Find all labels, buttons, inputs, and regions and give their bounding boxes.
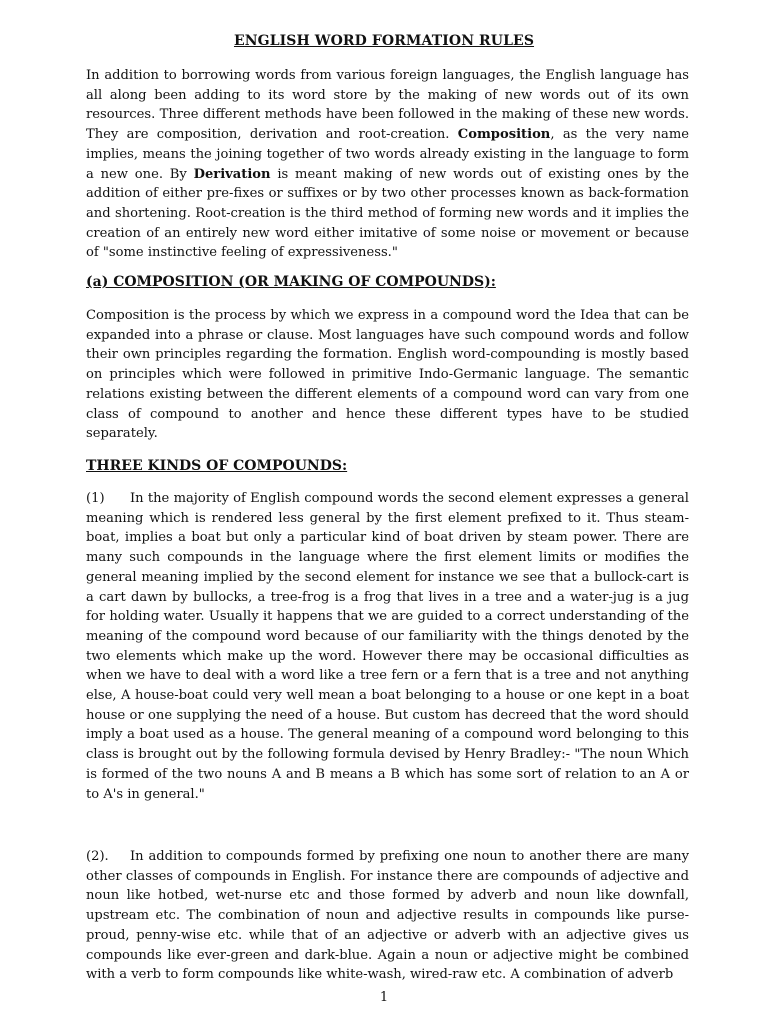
list-item-2 [86, 847, 689, 985]
list-item-1-text: In the majority of English compound words the second element expresses a general meaning which is rendered less general by the first element prefixed to it. Thus steam-boat, implies a boat but only a particular kind of boat driven by steam power. There are many such compounds in the language where the first element limits or modifies the general meaning implied by the second element for instance we see that a bullock-cart is a cart dawn by bullocks, a tree-frog is a frog that lives in a tree and a water-jug is a jug for holding water. Usually it happens that we are guided to a correct understanding of the meaning of the compound word because of our familiarity with the things denoted by the two elements which make up the word. However there may be occasional difficulties as when we have to deal with a word like a tree fern or a fern that is a tree and not anything else, A house-boat could very well mean a boat belonging to a house or one kept in a boat house or one supplying the need of a house. But custom has decreed that the word should imply a boat used as a house. The general meaning of a compound word belonging to this class is brought out by the following formula devised by Henry Bradley:- "The noun Which is formed of the two nouns A and B means a B which has some sort of relation to an A or to A's in general." [86, 491, 689, 802]
intro-text-2: , as the very name implies, means the joining together of two words already existing in the language to form a new one. By [86, 127, 689, 182]
intro-text-1: In addition to borrowing words from various foreign languages, the English language has all along been adding to its word store by the making of new words out of its own resources. Three different methods have been followed in the making of these new words. They are composition, derivation and root-creation. [86, 68, 689, 143]
list-item-2-text: In addition to compounds formed by prefixing one noun to another there are many other classes of compounds in English. For instance there are compounds of adjective and noun like hotbed, wet-nurse etc and those formed by adverb and noun like downfall, upstream etc. The combination of noun and adjective results in compounds like purse-proud, penny-wise etc. while that of an adjective or adverb with an adjective gives us compounds like ever-green and dark-blue. Again a noun or adjective might be combined with a verb to form compounds like white-wash, wired-raw etc. A combination of adverb [86, 849, 689, 983]
list-item-1-number: (1) [86, 491, 105, 506]
three-kinds-heading: THREE KINDS OF COMPOUNDS: [86, 458, 348, 474]
intro-text-3: is meant making of new words out of existing ones by the addition of either pre-fixes or suffixes or by two other processes known as back-formation and shortening. Root-creation is the third method of forming new words and it implies the creation of an entirely new word either imitative of some noise or movement or because of "some instinctive feeling of expressiveness." [86, 166, 689, 261]
page-title: ENGLISH WORD FORMATION RULES [233, 33, 535, 49]
section-a-heading: (a) COMPOSITION (OR MAKING OF COMPOUNDS): [86, 274, 496, 290]
term-derivation: Derivation [193, 166, 271, 182]
term-composition: Composition [457, 127, 551, 143]
intro-paragraph [86, 66, 689, 263]
list-item-2-number: (2). [86, 849, 109, 864]
section-a-paragraph: Composition is the process by which we express in a compound word the Idea that can be expanded into a phrase or clause. Most languages have such compound words and follow their own principles regarding the formation. English word-compounding is mostly based on principles which were followed in primitive Indo-Germanic language. The semantic relations existing between the different elements of a compound word can vary from one class of compound to another and hence these different types have to be studied separately. [86, 308, 689, 442]
list-item-1 [86, 489, 689, 804]
page-number: 1 [379, 990, 389, 1005]
